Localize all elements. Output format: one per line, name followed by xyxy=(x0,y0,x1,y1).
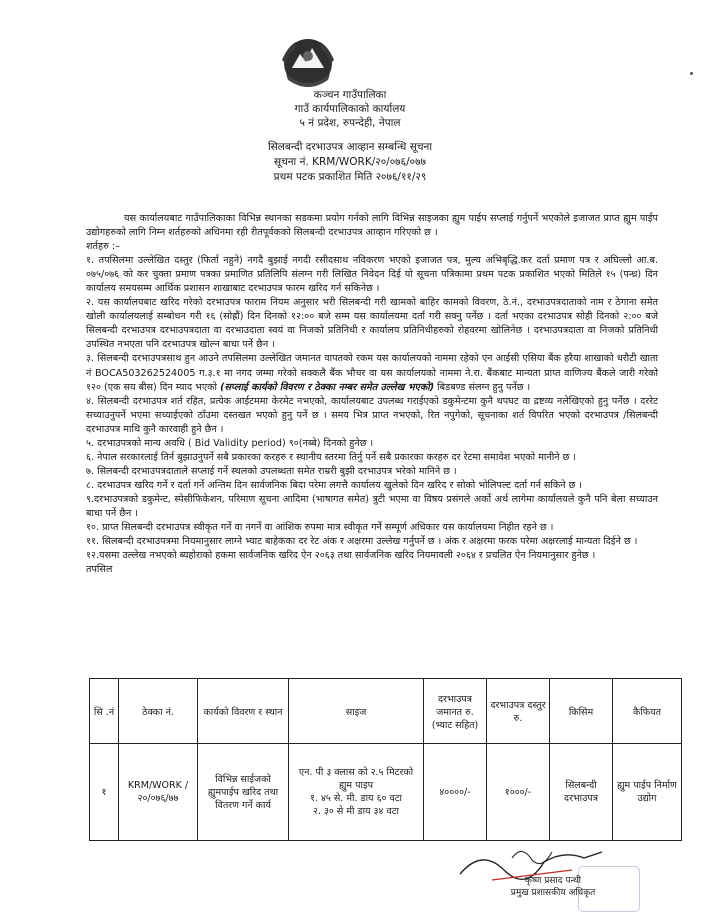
condition-6: ६. नेपाल सरकारलाई तिर्न बुझाउनुपर्ने सबै प्रकारका करहरु र स्थानीय स्तरमा तिर्नु पर्ने सबै प्रकारका करहरु दर रेटमा समावेश भएको मानीने छ । xyxy=(86,451,577,463)
cell-type: सिलबन्दी दरभाउपत्र xyxy=(550,744,613,841)
cell-description: विभिन्न साईजको ह्युमपाईप खरिद तथा वितरण गर्ने कार्य xyxy=(198,744,289,841)
nepal-emblem-icon xyxy=(278,34,338,92)
municipality-name: कञ्चन गाउँपालिका xyxy=(313,89,387,101)
col-description-header: कार्यको विवरण र स्थान xyxy=(198,679,289,744)
condition-3-text: ३. सिलबन्दी दरभाउपत्रसाथ हुन आउने तपसिलमा उल्लेखित जमानत वापतको रकम यस कार्यालयको नाममा रहेको एन आईसी एसिया बैंक हरैया शाखाको धरौटी खाता नं BOCA503262524005 ग.३.१ मा नगद जम्मा गरेको सक्कलै बैंक भौचर वा यस कार्यालयको नाममा ने.रा. बैंकबाट मान्यता प्राप्त वाणिज्य बैंकले जारी गरेको १२० (एक सय बीस) दिन म्याद भएको xyxy=(86,353,658,393)
size-line-2: १. ४५ से. मी. डाय ६० वटा xyxy=(309,793,403,804)
condition-2: २. यस कार्यालयबाट खरिद गरेको दरभाउपत्र फाराम नियम अनुसार भरी सिलबन्दी गरी खामको बाहिर कामको विवरण, ठे.नं., दरभाउपत्रदाताको नाम र ठेगाना समेत खोली कार्यालयलाई सम्बोधन गरी १६ (सोह्रौं) दिन दिनको १२:०० बजे सम्म यस कार्यालयमा दर्ता गरी सक्नु पर्नेछ । दर्ता भएका दरभाउपत्र सोही दिनको २:०० बजे सिलबन्दी दरभाउपत्र दरभाउपत्रदाता वा दरभाउदाता स्वयं वा निजको प्रतिनिधी र कार्यालय प्रतिनिधीहरुको रोहवरमा खोलिनेछ । दरभाउपत्रदाता वा निजको प्रतिनिधी उपस्थित नभएता पनि दरभाउपत्र खोल्न बाधा पर्ने छैन । xyxy=(86,297,658,351)
size-line-3: २. ३० से मी डाय ३४ वटा xyxy=(313,806,399,817)
intro-paragraph: यस कार्यालयबाट गाउँपालिकाका विभिन्न स्थानका सडकमा प्रयोग गर्नको लागि विभिन्न साइजका ह्युम पाईप सप्लाई गर्नुपर्ने भएकोले इजाजत प्राप्त ह्युम पाईप उद्योगहरुको लागि निम्न शर्तहरुको अधिनमा रही रीतपूर्वकको सिलबन्दी दरभाउपत्र आव्हान गरिएको छ । xyxy=(86,213,658,239)
office-header xyxy=(200,88,500,130)
cell-bid-security: ४००००/- xyxy=(424,744,487,841)
cell-remarks: ह्युम पाईप निर्माण उद्योग xyxy=(613,744,682,841)
notice-body xyxy=(86,212,658,577)
scan-speck xyxy=(690,72,693,75)
signatory-name: कृष्ण प्रसाद पन्थी xyxy=(525,876,581,886)
col-remarks-header: कैफियत xyxy=(613,679,682,744)
office-address: ५ नं प्रदेश, रुपन्देही, नेपाल xyxy=(299,117,401,129)
col-sn-header: सि .नं xyxy=(90,679,119,744)
cell-contract-no: KRM/WORK /२०/०७६/७७ xyxy=(119,744,198,841)
notice-heading xyxy=(160,140,540,185)
condition-7: ७. सिलबन्दी दरभाउपत्रदाताले सप्लाई गर्ने स्थलको उपलब्धता समेत राम्ररी बुझी दरभाउपत्र भरेको मानिने छ । xyxy=(86,465,457,477)
size-line-1: एन. पी ३ क्लास को २.५ मिटरको ह्युम पाइप xyxy=(298,767,414,791)
condition-5: ५. दरभाउपत्रको मान्य अवधि ( Bid Validity period) ९०(नब्बे) दिनको हुनेछ । xyxy=(86,437,374,449)
col-type-header: किसिम xyxy=(550,679,613,744)
col-fee-header: दरभाउपत्र दस्तुर रु. xyxy=(487,679,550,744)
condition-1: १. तपसिलमा उल्लेखित दस्तुर (फिर्ता नहुने) नगदै बुझाई नगदी रसीदसाथ नविकरण भएको इजाजत पत्र, मुल्य अभिबृद्धि.कर दर्ता प्रमाण पत्र र अघिल्लो आ.ब. ०७५/०७६ को कर चुक्ता प्रमाण पत्रका प्रमाणित प्रतिलिपि संलग्न गरी लिखित निवेदन दिई यो सूचना पत्रिकामा प्रथम पटक प्रकाशित भएको मितिले १५ (पन्ध्र) दिन कार्यालय समयसम्म आर्थिक प्रशासन शाखाबाट दरभाउपत्र फारम खरिद गर्न सकिनेछ । xyxy=(86,255,659,295)
condition-9: ९.दरभाउपत्रको डकुमेन्ट, स्पेसीफिकेशन, परिमाण सूचना आदिमा (भाषागत समेत) त्रुटी भएमा वा विषय प्रसंगले अर्को अर्थ लागेमा कार्यालयले कुनै पनि बेला सच्याउन बाधा पर्ने छैन । xyxy=(86,493,658,519)
cell-sn: १ xyxy=(90,744,119,841)
signatory-title: प्रमुख प्रशासकीय अधिकृत xyxy=(510,888,596,898)
schedule-table-wrap xyxy=(89,678,682,841)
conditions-label: शर्तहरु :– xyxy=(86,241,120,253)
schedule-table xyxy=(89,678,682,841)
condition-3-emphasis: (सप्लाई कार्यको विवरण र ठेक्का नम्बर समेत उल्लेख भएको) xyxy=(220,381,435,393)
condition-11: ११. सिलबन्दी दरभाउपत्रमा नियमानुसार लाग्ने भ्याट बाहेकका दर रेट अंक र अक्षरमा उल्लेख गर्नुपर्ने छ । अंक र अक्षरमा फरक परेमा अक्षरलाई मान्यता दिईने छ । xyxy=(86,536,638,548)
notice-title: सिलबन्दी दरभाउपत्र आव्हान सम्बन्धि सूचना xyxy=(267,141,433,153)
condition-12: १२.यसमा उल्लेख नभएको ब्यहोराको हकमा सार्वजनिक खरिद ऐन २०६३ तथा सार्वजनिक खरिद नियमावली २०६४ र प्रचलित ऐन नियमानुसार हुनेछ । xyxy=(86,550,596,562)
notice-number: सूचना नं. KRM/WORK/२०/०७६/०७७ xyxy=(273,156,427,168)
col-security-header: दरभाउपत्र जमानत रु. (भ्याट सहित) xyxy=(424,679,487,744)
signatory-block xyxy=(488,875,618,899)
publish-date: प्रथम पटक प्रकाशित मिति २०७६/११/२९ xyxy=(273,171,427,183)
cell-size xyxy=(289,744,424,841)
table-header-row xyxy=(90,679,682,744)
condition-3 xyxy=(86,352,658,394)
table-row xyxy=(90,744,682,841)
col-size-header: साइज xyxy=(289,679,424,744)
cell-fee: १०००/- xyxy=(487,744,550,841)
office-name: गाउँ कार्यपालिकाको कार्यालय xyxy=(294,103,406,115)
condition-4: ४. सिलबन्दी दरभाउपत्र शर्त रहित, प्रत्येक आईटममा केरमेट नभएको, कार्यालयबाट उपलब्ध गराईएको डकुमेन्टमा कुनै थपघट वा द्रष्टव्य नलेखिएको हुनु पर्नेछ । दररेट सच्याउनुपर्ने भएमा सच्याईएको ठाँउमा दस्तखत भएको हुनु पर्ने छ । समय भित्र प्राप्त नभएको, रित नपुगेको, सूचनाका शर्त विपरित भएको दरभाउपत्र /सिलबन्दी दरभाउपत्र माथि कुनै कारवाही हुने छैन । xyxy=(86,395,658,435)
condition-10: १०. प्राप्त सिलबन्दी दरभाउपत्र स्वीकृत गर्ने वा नगर्ने वा आंशिक रुपमा मात्र स्वीकृत गर्ने सम्पूर्ण अधिकार यस कार्यालयमा निहीत रहने छ । xyxy=(86,522,554,534)
condition-8: ८. दरभाउपत्र खरिद गर्ने र दर्ता गर्ने अन्तिम दिन सार्वजनिक बिदा परेमा लगत्तै कार्यालय खुलेको दिन खरिद र सोको भोलिपल्ट दर्ता गर्न सकिने छ । xyxy=(86,479,583,491)
schedule-label: तपसिल xyxy=(86,564,113,576)
col-contract-header: ठेक्का नं. xyxy=(119,679,198,744)
condition-3-tail: बिडबण्ड संलग्न हुनु पर्नेछ । xyxy=(437,381,531,393)
